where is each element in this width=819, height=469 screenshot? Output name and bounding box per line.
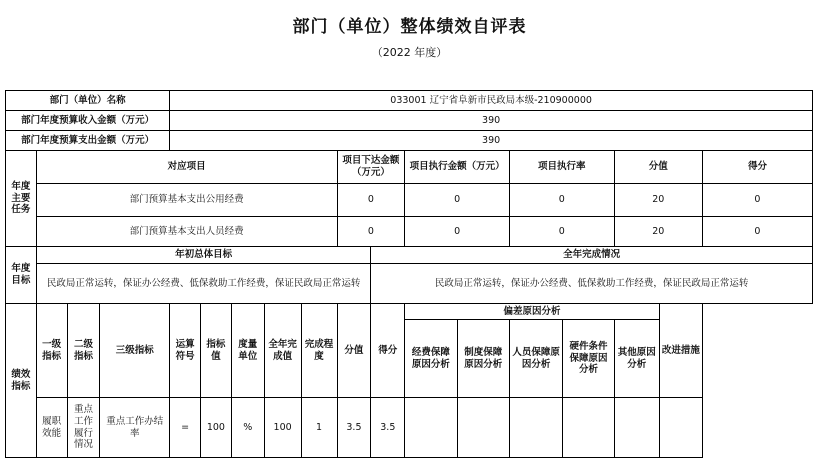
evaluation-table [5,90,813,458]
ind-header-deviation: 偏差原因分析 [405,304,660,320]
ind-dev-funding [405,398,457,458]
ind-header-weight: 分值 [337,304,371,398]
goals-header-row [6,247,813,264]
indicators-section-label: 绩效指标 [6,304,37,458]
task-rate: 0 [509,184,614,217]
task-budget: 0 [337,184,405,217]
ind-dev-personnel [509,398,562,458]
dept-name-label: 部门（单位）名称 [6,91,170,111]
ind-dev-hardware [563,398,614,458]
ind-header-score: 得分 [371,304,405,398]
ind-operator: = [170,398,201,458]
tasks-header-score: 得分 [702,151,812,184]
expense-row [6,131,813,151]
tasks-header-project: 对应项目 [36,151,337,184]
task-rate: 0 [509,217,614,247]
ind-header-level1: 一级指标 [36,304,67,398]
table-row [6,398,813,458]
tasks-header-row [6,151,813,184]
table-row [6,184,813,217]
expense-value: 390 [170,131,813,151]
ind-header-completion: 完成程度 [301,304,337,398]
indicator-header-row [6,304,813,320]
income-label: 部门年度预算收入金额（万元） [6,111,170,131]
ind-level2: 重点工作履行情况 [67,398,100,458]
ind-header-operator: 运算符号 [170,304,201,398]
ind-level3: 重点工作办结率 [100,398,170,458]
expense-label: 部门年度预算支出金额（万元） [6,131,170,151]
ind-header-level3: 三级指标 [100,304,170,398]
completion-text: 民政局正常运转，保证办公经费、低保救助工作经费，保证民政局正常运转 [371,264,813,304]
task-budget: 0 [337,217,405,247]
overall-goal-label: 年初总体目标 [36,247,371,264]
ind-header-level2: 二级指标 [67,304,100,398]
completion-label: 全年完成情况 [371,247,813,264]
tasks-header-executed: 项目执行金额（万元） [405,151,510,184]
ind-header-dev-funding: 经费保障原因分析 [405,320,457,398]
table-row [6,217,813,247]
ind-weight: 3.5 [337,398,371,458]
task-executed: 0 [405,184,510,217]
tasks-header-budget: 项目下达金额（万元） [337,151,405,184]
ind-improvement [659,398,702,458]
income-value: 390 [170,111,813,131]
income-row [6,111,813,131]
task-executed: 0 [405,217,510,247]
ind-header-actual: 全年完成值 [264,304,301,398]
task-score: 0 [702,217,812,247]
task-weight: 20 [614,217,702,247]
ind-header-improvement: 改进措施 [659,304,702,398]
ind-score: 3.5 [371,398,405,458]
dept-name-row [6,91,813,111]
ind-dev-system [457,398,509,458]
task-weight: 20 [614,184,702,217]
ind-level1: 履职效能 [36,398,67,458]
ind-header-target: 指标值 [201,304,232,398]
task-score: 0 [702,184,812,217]
goals-content-row [6,264,813,304]
ind-dev-other [614,398,659,458]
ind-header-unit: 度量单位 [231,304,264,398]
overall-goal-text: 民政局正常运转，保证办公经费、低保救助工作经费，保证民政局正常运转 [36,264,371,304]
ind-completion: 1 [301,398,337,458]
tasks-header-weight: 分值 [614,151,702,184]
report-title: 部门（单位）整体绩效自评表 [292,17,527,37]
task-project: 部门预算基本支出人员经费 [36,217,337,247]
ind-unit: % [231,398,264,458]
ind-header-dev-personnel: 人员保障原因分析 [509,320,562,398]
ind-header-dev-hardware: 硬件条件保障原因分析 [563,320,614,398]
dept-name-value: 033001 辽宁省阜新市民政局本级-210900000 [170,91,813,111]
ind-target: 100 [201,398,232,458]
ind-header-dev-other: 其他原因分析 [614,320,659,398]
tasks-header-rate: 项目执行率 [509,151,614,184]
task-project: 部门预算基本支出公用经费 [36,184,337,217]
tasks-section-label: 年度主要任务 [6,151,37,247]
ind-header-dev-system: 制度保障原因分析 [457,320,509,398]
report-year: （2022 年度） [371,46,448,59]
ind-actual: 100 [264,398,301,458]
goals-section-label: 年度目标 [6,247,37,304]
